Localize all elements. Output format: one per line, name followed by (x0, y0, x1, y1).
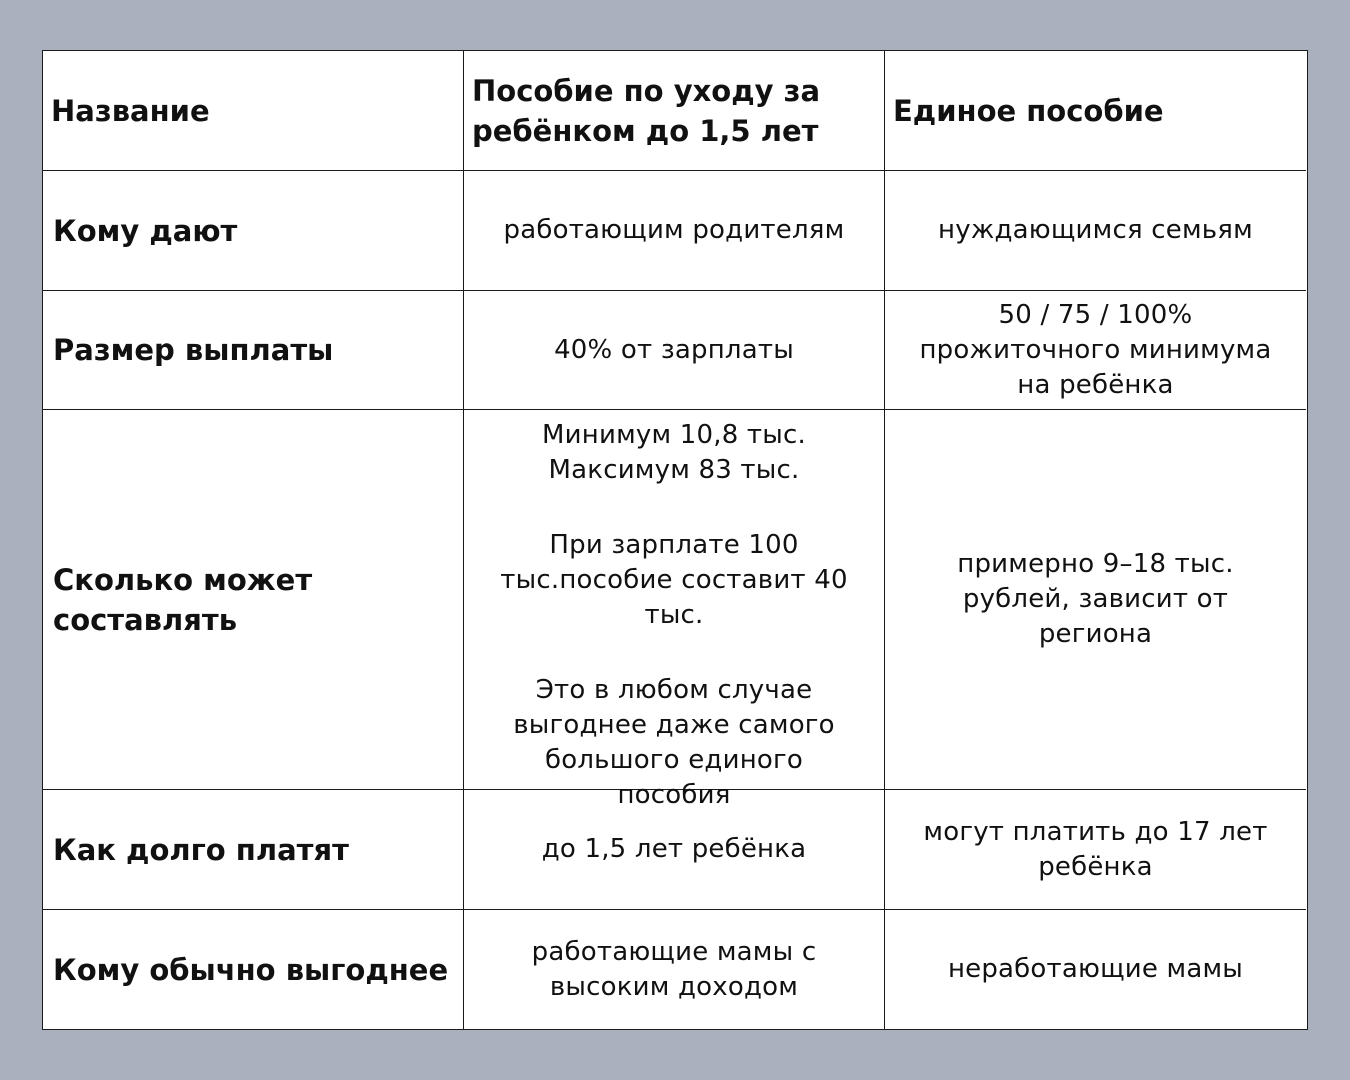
cell-line: тыс. (644, 600, 704, 630)
cell-line: Максимум 83 тыс. (548, 455, 800, 485)
row-label-text: Кому дают (53, 213, 238, 248)
cell-line: тыс.пособие составит 40 (500, 565, 848, 595)
row-label-text: Как долго платят (53, 832, 349, 867)
header-name-text: Название (51, 93, 210, 128)
cell-duration-childcare (464, 790, 885, 910)
cell-text-stack (532, 935, 817, 1005)
row-label-recipients (43, 171, 464, 291)
cell-line: пособия (617, 780, 731, 810)
cell-line: Минимум 10,8 тыс. (542, 420, 806, 450)
row-label-amount (43, 410, 464, 790)
cell-line: могут платить до 17 лет (923, 816, 1268, 847)
cell-more-beneficial-unified (885, 910, 1306, 1029)
header-childcare-benefit-text: Пособие по уходу за ребёнком до 1,5 лет (472, 73, 821, 148)
row-label-text: Сколько может составлять (53, 562, 313, 637)
row-label-text: Кому обычно выгоднее (53, 952, 449, 987)
cell-line: региона (1038, 619, 1153, 649)
header-name (43, 51, 464, 171)
cell-payment-size-unified (885, 291, 1306, 410)
cell-line: ребёнка (1038, 851, 1153, 882)
comparison-table (42, 50, 1308, 1030)
row-label-payment-size (43, 291, 464, 410)
cell-recipients-unified (885, 171, 1306, 291)
cell-line: большого единого (545, 745, 803, 775)
header-unified-benefit (885, 51, 1306, 171)
cell-recipients-childcare (464, 171, 885, 291)
cell-line: примерно 9–18 тыс. (957, 549, 1234, 579)
cell-line: высоким доходом (549, 971, 799, 1002)
cell-text: 40% от зарплаты (554, 334, 794, 365)
row-label-duration (43, 790, 464, 910)
row-label-more-beneficial (43, 910, 464, 1029)
cell-line: Это в любом случае (535, 675, 813, 705)
cell-line: 50 / 75 / 100% (998, 299, 1193, 330)
cell-line: прожиточного минимума (919, 334, 1272, 365)
cell-line: на ребёнка (1017, 369, 1174, 400)
cell-more-beneficial-childcare (464, 910, 885, 1029)
cell-line: рублей, зависит от (962, 584, 1229, 614)
cell-line: При зарплате 100 (549, 530, 799, 560)
cell-duration-unified (885, 790, 1306, 910)
cell-text: неработающие мамы (947, 954, 1244, 984)
cell-payment-size-childcare (464, 291, 885, 410)
cell-text-stack (919, 298, 1271, 403)
cell-line: выгоднее даже самого (513, 710, 835, 740)
cell-text: работающим родителям (503, 215, 845, 245)
header-childcare-benefit (464, 51, 885, 171)
cell-line: работающие мамы с (531, 936, 817, 967)
header-unified-benefit-text: Единое пособие (893, 93, 1164, 128)
cell-text: нуждающимся семьям (938, 215, 1253, 245)
cell-amount-unified (885, 410, 1306, 790)
cell-text: до 1,5 лет ребёнка (541, 834, 807, 864)
cell-text-stack (500, 418, 847, 813)
cell-text-stack (923, 815, 1267, 885)
row-label-text: Размер выплаты (53, 333, 334, 367)
cell-amount-childcare (464, 410, 885, 810)
cell-text-stack (957, 547, 1233, 652)
